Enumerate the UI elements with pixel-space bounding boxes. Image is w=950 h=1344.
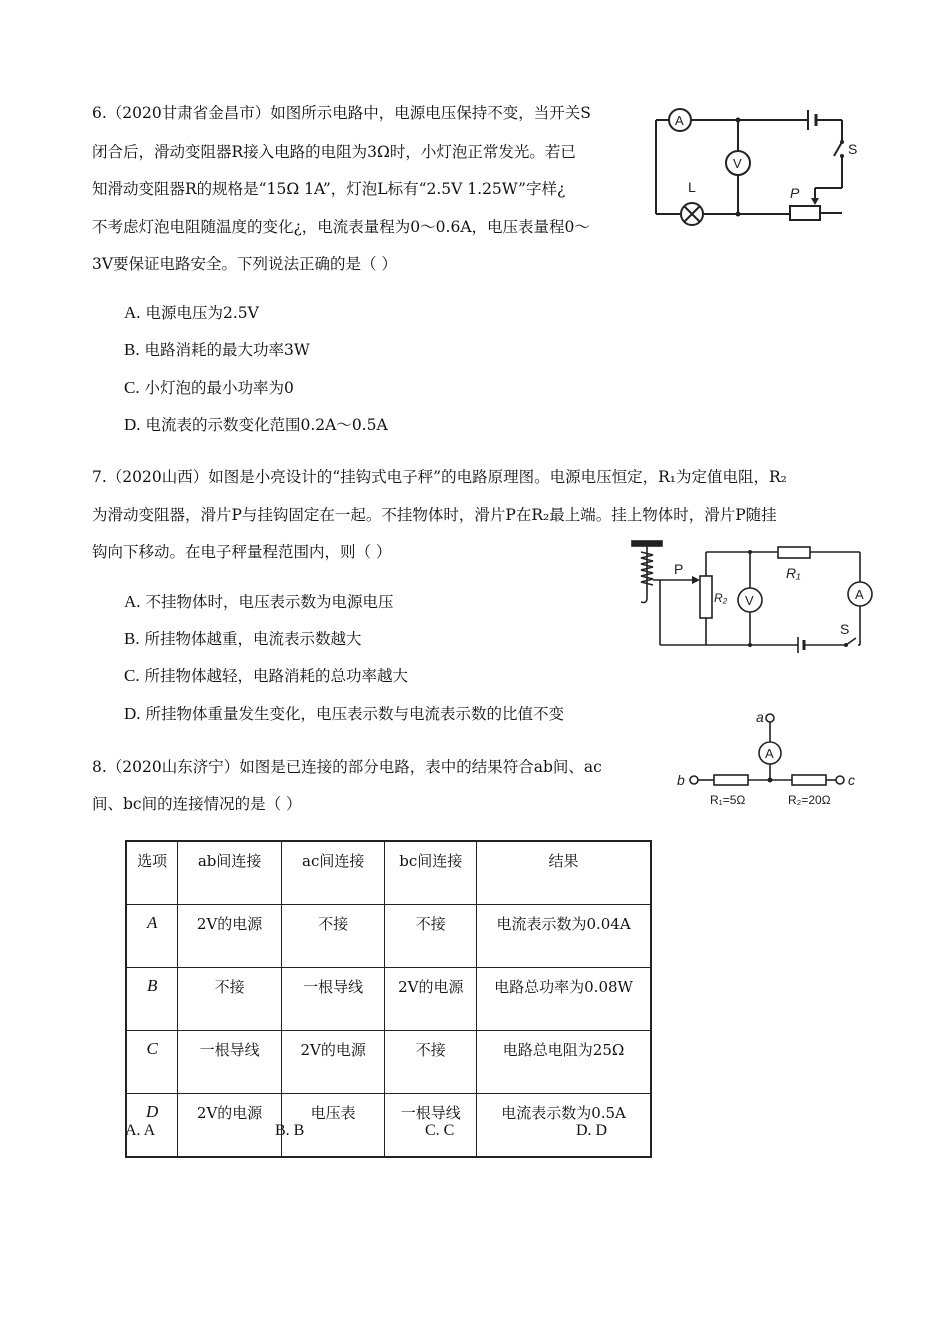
q7-line-3: 钩向下移动。在电子秤量程范围内，则（ ） — [92, 543, 392, 561]
table-header-cell: bc间连接 — [385, 841, 477, 905]
q6-line-2: 闭合后，滑动变阻器R接入电路的电阻为3Ω时，小灯泡正常发光。若已 — [92, 143, 576, 161]
q8-r1-label: R₁=5Ω — [710, 793, 746, 807]
q7-circuit-diagram — [628, 538, 878, 653]
q7-line-2: 为滑动变阻器，滑片P与挂钩固定在一起。不挂物体时，滑片P在R₂最上端。挂上物体时，滑片P随挂 — [92, 506, 777, 524]
q8-ammeter-label: A — [765, 746, 774, 761]
table-cell: 2V的电源 — [385, 968, 477, 1031]
q6-circuit-diagram — [650, 100, 870, 235]
table-header-row — [126, 841, 651, 905]
table-row — [126, 905, 651, 968]
q8-answer-c[interactable]: C. C — [425, 1122, 455, 1139]
table-cell: 一根导线 — [178, 1031, 282, 1094]
table-cell: 电路总电阻为25Ω — [477, 1031, 651, 1094]
table-header-cell: ac间连接 — [281, 841, 385, 905]
q6-voltmeter-label: V — [733, 156, 742, 171]
table-cell: 一根导线 — [385, 1094, 477, 1158]
q6-option-a[interactable]: A. 电源电压为2.5V — [124, 303, 259, 322]
table-cell: D — [126, 1094, 178, 1158]
table-cell: 电流表示数为0.04A — [477, 905, 651, 968]
q7-ammeter-label: A — [855, 587, 864, 602]
q8-answer-b[interactable]: B. B — [275, 1122, 305, 1139]
q7-option-a[interactable]: A. 不挂物体时，电压表示数为电源电压 — [124, 592, 394, 611]
table-cell: B — [126, 968, 178, 1031]
q6-option-b[interactable]: B. 电路消耗的最大功率3W — [124, 340, 310, 359]
table-header-cell: 选项 — [126, 841, 178, 905]
table-row — [126, 968, 651, 1031]
q6-lamp-label: L — [688, 179, 696, 195]
q7-switch-label: S — [840, 621, 850, 637]
q8-terminal-a: a — [756, 709, 764, 725]
table-row — [126, 1031, 651, 1094]
table-cell: 一根导线 — [281, 968, 385, 1031]
table-cell: 不接 — [385, 905, 477, 968]
table-cell: 2V的电源 — [178, 905, 282, 968]
q7-line-1: 7.（2020山西）如图是小亮设计的“挂钩式电子秤”的电路原理图。电源电压恒定，R₁为定值电阻，R₂ — [92, 468, 787, 486]
q6-option-c[interactable]: C. 小灯泡的最小功率为0 — [124, 378, 294, 397]
table-row — [126, 1094, 651, 1158]
q7-voltmeter-label: V — [745, 593, 754, 608]
table-cell: 不接 — [281, 905, 385, 968]
q8-answer-a[interactable]: A. A — [125, 1122, 156, 1139]
q7-option-c[interactable]: C. 所挂物体越轻，电路消耗的总功率越大 — [124, 666, 409, 685]
q8-terminal-b: b — [677, 772, 685, 788]
q8-r2-label: R₂=20Ω — [788, 793, 831, 807]
q6-line-5: 3V要保证电路安全。下列说法正确的是（ ） — [92, 255, 397, 273]
q8-terminal-c: c — [848, 772, 855, 788]
q7-r2-label: R₂ — [714, 591, 728, 605]
table-cell: 2V的电源 — [281, 1031, 385, 1094]
table-cell: 不接 — [178, 968, 282, 1031]
q6-ammeter-label: A — [675, 113, 684, 128]
q6-line-3: 知滑动变阻器R的规格是“15Ω 1A”，灯泡L标有“2.5V 1.25W”字样¿ — [92, 180, 566, 198]
q8-circuit-diagram — [672, 708, 855, 808]
q8-line-1: 8.（2020山东济宁）如图是已连接的部分电路，表中的结果符合ab间、ac — [92, 758, 602, 776]
table-cell: C — [126, 1031, 178, 1094]
q6-switch-label: S — [848, 141, 858, 157]
table-cell: 电路总功率为0.08W — [477, 968, 651, 1031]
table-cell: 不接 — [385, 1031, 477, 1094]
table-header-cell: ab间连接 — [178, 841, 282, 905]
q6-line-4: 不考虑灯泡电阻随温度的变化¿，电流表量程为0～0.6A，电压表量程0～ — [92, 218, 590, 236]
table-header-cell: 结果 — [477, 841, 651, 905]
table-cell: 电压表 — [281, 1094, 385, 1158]
q7-slider-label: P — [674, 561, 684, 577]
table-cell: 电流表示数为0.5A — [477, 1094, 651, 1158]
q7-option-d[interactable]: D. 所挂物体重量发生变化，电压表示数与电流表示数的比值不变 — [124, 704, 564, 723]
q6-option-d[interactable]: D. 电流表的示数变化范围0.2A～0.5A — [124, 415, 388, 434]
q8-line-2: 间、bc间的连接情况的是（ ） — [92, 795, 302, 813]
q6-line-1: 6.（2020甘肃省金昌市）如图所示电路中，电源电压保持不变，当开关S — [92, 104, 591, 122]
q6-slider-label: P — [790, 185, 800, 201]
table-cell: 2V的电源 — [178, 1094, 282, 1158]
table-cell: A — [126, 905, 178, 968]
q7-r1-label: R₁ — [786, 565, 801, 581]
q7-option-b[interactable]: B. 所挂物体越重，电流表示数越大 — [124, 629, 362, 648]
q8-answer-d[interactable]: D. D — [576, 1122, 608, 1139]
q8-table — [125, 840, 652, 1158]
